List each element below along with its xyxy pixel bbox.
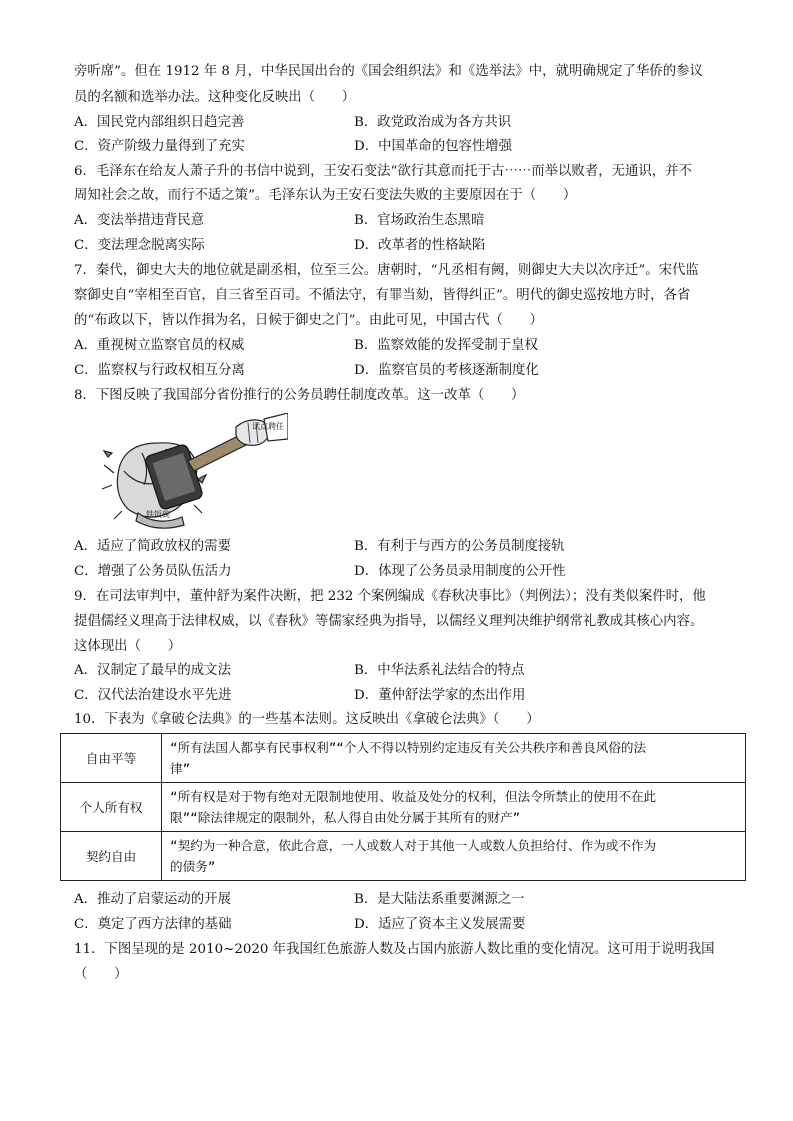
table-row-key: 自由平等 [61,734,162,783]
q8-option-a: A．适应了简政放权的需要 [74,539,231,554]
q9-stem-line-1: 9．在司法审判中，董仲舒为案件决断，把 232 个案例编成《春秋决事比》（判例法）；没有类似案件时，他 [74,589,706,604]
q10-option-b: B．是大陆法系重要渊源之一 [354,892,525,907]
q5-option-b: B．政党政治成为各方共识 [354,115,512,130]
q6-option-a: A．变法举措违背民意 [74,213,205,228]
q11-stem-line-1: 11．下图呈现的是 2010~2020 年我国红色旅游人数及占国内旅游人数比重的变化情况。这可用于说明我国 [74,942,715,957]
bowl-label: 铁饭碗 [146,510,170,519]
q8-stem: 8．下图反映了我国部分省份推行的公务员聘任制度改革。这一改革（ ） [74,388,525,403]
table-row-key: 个人所有权 [61,783,162,832]
q7-stem-line-1: 7．秦代，御史大夫的地位就是副丞相，位至三公。唐朝时，“凡丞相有阙，则御史大夫以次序迁”。宋代监 [74,263,699,278]
q9-option-a: A．汉制定了最早的成文法 [74,663,231,678]
q9-option-b: B．中华法系礼法结合的特点 [354,663,525,678]
napoleonic-code-table [60,733,746,881]
q7-option-b: B．监察效能的发挥受制于皇权 [354,338,538,353]
table-row-text [162,832,746,881]
table-row-text [162,783,746,832]
q10-option-c: C．奠定了西方法律的基础 [74,917,232,932]
q11-stem-line-2: （ ） [74,967,128,982]
q9-option-d: D．董仲舒法学家的杰出作用 [354,688,526,703]
table-row-key: 契约自由 [61,832,162,881]
q5-option-c: C．资产阶级力量得到了充实 [74,139,245,154]
q8-option-d: D．体现了公务员录用制度的公开性 [354,564,566,579]
q5-stem-line-2: 员的名额和选举办法。这种变化反映出（ ） [74,90,356,105]
q6-stem-line-2: 周知社会之故，而行不适之策”。毛泽东认为王安石变法失败的主要原因在于（ ） [74,188,577,203]
q7-option-d: D．监察官员的考核逐渐制度化 [354,363,539,378]
table-row-text-line-2: 律” [170,761,191,776]
q8-option-b: B．有利于与西方的公务员制度接轨 [354,539,565,554]
q7-stem-line-3: 的“布政以下，皆以作揖为名，日候于御史之门”。由此可见，中国古代（ ） [74,313,543,328]
q8-option-c: C．增强了公务员队伍活力 [74,564,232,579]
q5-option-a: A．国民党内部组织日趋完善 [74,115,245,130]
table-row-text-line-1: “契约为一种合意，依此合意，一人或数人对于其他一人或数人负担给付、作为或不作为 [170,838,657,853]
table-row-text-line-1: “所有权是对于物有绝对无限制地使用、收益及处分的权利，但法令所禁止的使用不在此 [170,789,657,804]
hammer-label: 试点聘任 [252,422,284,431]
q8-cartoon [98,413,288,533]
table-row [61,783,746,832]
q7-option-a: A．重视树立监察官员的权威 [74,338,245,353]
q6-option-c: C．变法理念脱离实际 [74,238,205,253]
table-row [61,734,746,783]
q6-option-d: D．改革者的性格缺陷 [354,238,486,253]
q10-option-d: D．适应了资本主义发展需要 [354,917,526,932]
q9-option-c: C．汉代法治建设水平先进 [74,688,232,703]
q5-option-d: D．中国革命的包容性增强 [354,139,513,154]
q5-stem-line-1: 旁听席”。但在 1912 年 8 月，中华民国出台的《国会组织法》和《选举法》中，就明确规定了华侨的参议 [74,64,703,79]
q9-stem-line-3: 这体现出（ ） [74,639,182,654]
q10-stem: 10．下表为《拿破仑法典》的一些基本法则。这反映出《拿破仑法典》（ ） [74,712,540,727]
q9-stem-line-2: 提倡儒经义理高于法律权威，以《春秋》等儒家经典为指导，以儒经义理判决维护纲常礼教成其核心内容。 [74,614,704,629]
q6-option-b: B．官场政治生态黑暗 [354,213,485,228]
table-row-text-line-2: 的债务” [170,859,216,874]
table-row-text-line-2: 限”“除法律规定的限制外，私人得自由处分属于其所有的财产” [170,810,521,825]
q7-stem-line-2: 察御史自“宰相至百官，自三省至百司。不循法守，有罪当劾，皆得纠正”。明代的御史巡按地方时，各省 [74,288,691,303]
table-row-text [162,734,746,783]
q6-stem-line-1: 6．毛泽东在给友人萧子升的书信中说到，王安石变法“欲行其意而托于古⋯⋯而举以败者，无通识，并不 [74,164,692,179]
table-row-text-line-1: “所有法国人都享有民事权利”“个人不得以特别约定违反有关公共秩序和善良风俗的法 [170,740,647,755]
q7-option-c: C．监察权与行政权相互分离 [74,363,245,378]
table-row [61,832,746,881]
q10-option-a: A．推动了启蒙运动的开展 [74,892,231,907]
